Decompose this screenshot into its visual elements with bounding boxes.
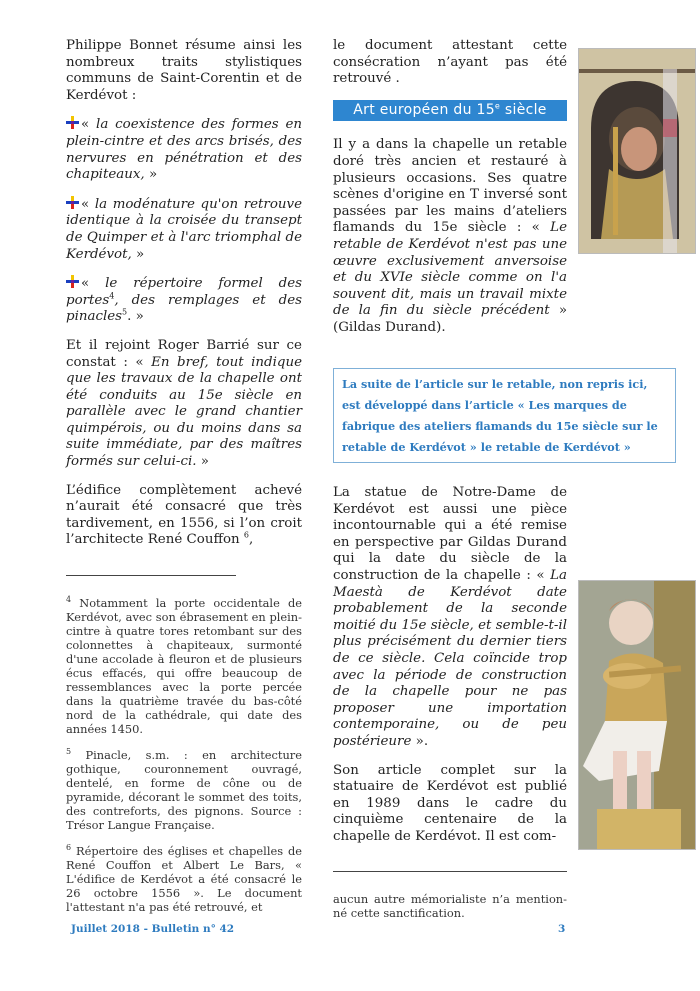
retable-quote: Le retable de Kerdévot n'est pas une œuvre exclusivement anversoise et du XVIe siècle comme on l'a souvent dit, mais un travail mixte de la fin du siècle précédent: [333, 220, 567, 319]
retable-paragraph: Il y a dans la chapelle un retable doré très ancien et restauré à plusieurs occasions. Ses quatre scènes d'origine en T inversé sont passées par les mains d’ateliers flamands du 15e siècle : « Le retable de Kerdévot n'est pas une œuvre exclusivement anversoise et du XVIe siècle comme on l'a souvent dit, mais un travail mixte de la fin du siècle précédent » (Gildas Durand).: [333, 137, 568, 335]
edifice-paragraph: L’édifice complètement achevé n’aurait été consacré que très tardivement, en 1556, si l’on croit l’architecte René Couffon $^6$,: [66, 482, 302, 548]
bullet-quote: la coexistence des formes en plein-cintre et des arcs brisés, des nervures en pénétration et des chapiteaux,: [66, 117, 302, 183]
footnote-ref[interactable]: 4: [109, 291, 115, 301]
cross-bullet-icon: [66, 196, 79, 209]
saint-statue-illustration: [579, 49, 695, 253]
article-link-callout[interactable]: [333, 368, 676, 463]
angel-statue-illustration: [579, 581, 695, 849]
footnote-separator: [66, 575, 236, 576]
statue-paragraph: La statue de Notre-Dame de Kerdévot est aussi une pièce incontournable qui a été remise en perspective par Gildas Durand qui la date du siècle de la construction de la chapelle : « La Maestà de Kerdévot date probablement de la seconde moitié du 15e siècle, et semble-t-il plus précisément du dernier tiers de ce siècle. Cela coïncide trop avec la période de construction de la chapelle pour ne pas proposer une importation contemporaine, ou de peu postérieure ».: [333, 485, 567, 749]
footnote-ref[interactable]: 5: [122, 307, 128, 317]
right-column-bottom: [333, 485, 567, 932]
right-column-top: [333, 38, 567, 349]
saint-statue-photo: [578, 48, 696, 254]
footnote-continuation: aucun autre mémorialiste n’a mention-né cette sanctification.: [333, 892, 567, 921]
bullet-item: « la modénature qu'on retrouve identique à la croisée du transept de Quimper et à l'arc triomphal de Kerdévot, »: [66, 196, 303, 262]
barrie-paragraph: Et il rejoint Roger Barrié sur ce constat : « En bref, tout indique que les travaux de la chapelle ont été conduits au 15e siècle en parallèle avec le grand chantier quimpérois, ou du moins dans sa suite immédiate, par des maîtres formés sur celui-ci. »: [66, 337, 302, 470]
intro-paragraph: Philippe Bonnet résume ainsi les nombreux traits stylistiques communs de Saint-Corentin et de Kerdévot :: [66, 38, 302, 103]
footnote-4: $^4$ Notamment la porte occidentale de Kerdévot, avec son ébrasement en plein-cintre à quatre tores retombant sur des colonnettes à chapiteaux, surmonté d'une accolade à fleuron et de plusieurs écus effacés, qui offre beaucoup de ressemblances avec la porte percée dans la quatrième travée du bas-côté nord de la cathédrale, qui date des années 1450.: [66, 595, 302, 737]
footer-bulletin: Juillet 2018 - Bulletin n° 42: [71, 923, 235, 935]
page-number: 3: [558, 923, 566, 935]
bullet-quote: le répertoire formel des portes: [66, 276, 302, 308]
cross-bullet-icon: [66, 275, 79, 288]
bullet-item: « la coexistence des formes en plein-cintre et des arcs brisés, des nervures en pénétration et des chapiteaux, »: [66, 117, 302, 183]
left-column: [66, 38, 302, 926]
barrie-quote: En bref, tout indique que les travaux de la chapelle ont été conduits au 15e siècle en parallèle avec le grand chantier quimpérois, ou du moins dans sa suite immédiate, par des maîtres formés sur celui-ci.: [66, 354, 302, 470]
bullet-item: « le répertoire formel des portes$^4$, des remplages et des pinacles$^5$. »: [66, 276, 302, 325]
cross-bullet-icon: [66, 116, 79, 129]
callout-text[interactable]: La suite de l’article sur le retable, non repris ici, est développé dans l’article « Les marques de fabrique des ateliers flamands du 15e siècle sur le retable de Kerdévot » le retable de Kerdévot »: [342, 377, 658, 454]
article-paragraph: Son article complet sur la statuaire de Kerdévot est publié en 1989 dans le cadre du cinquième centenaire de la chapelle de Kerdévot. Il est com-: [333, 762, 567, 844]
statue-quote: La Maestà de Kerdévot date probablement de la seconde moitié du 15e siècle, et semble-t-il plus précisément du dernier tiers de ce siècle. Cela coïncide trop avec la période de construction de la chapelle pour ne pas proposer une importation contemporaine, ou de peu postérieure: [333, 567, 567, 749]
angel-lute-statue-photo: [578, 580, 696, 850]
footnote-6: $^6$ Répertoire des églises et chapelles de René Couffon et Albert Le Bars, « L'édifice de Kerdévot a été consacré le 26 octobre 1556 ». Le document l'attestant n'a pas été retrouvé, et: [66, 843, 302, 915]
footnote-separator: [333, 871, 567, 872]
continuation-paragraph: le document attestant cette consécration n’ayant pas été retrouvé .: [333, 38, 567, 87]
footnote-ref[interactable]: 6: [243, 530, 249, 540]
bullet-quote: la modénature qu'on retrouve identique à la croisée du transept de Quimper et à l'arc triomphal de Kerdévot,: [66, 196, 303, 262]
footnote-5: $^5$ Pinacle, s.m. : en architecture gothique, couronnement ouvragé, dentelé, en forme de cône ou de pyramide, décorant le sommet des toits, des contreforts, des pignons. Source : Trésor Langue Française.: [66, 747, 302, 833]
section-header: Art européen du 15e siècle: [333, 100, 567, 122]
